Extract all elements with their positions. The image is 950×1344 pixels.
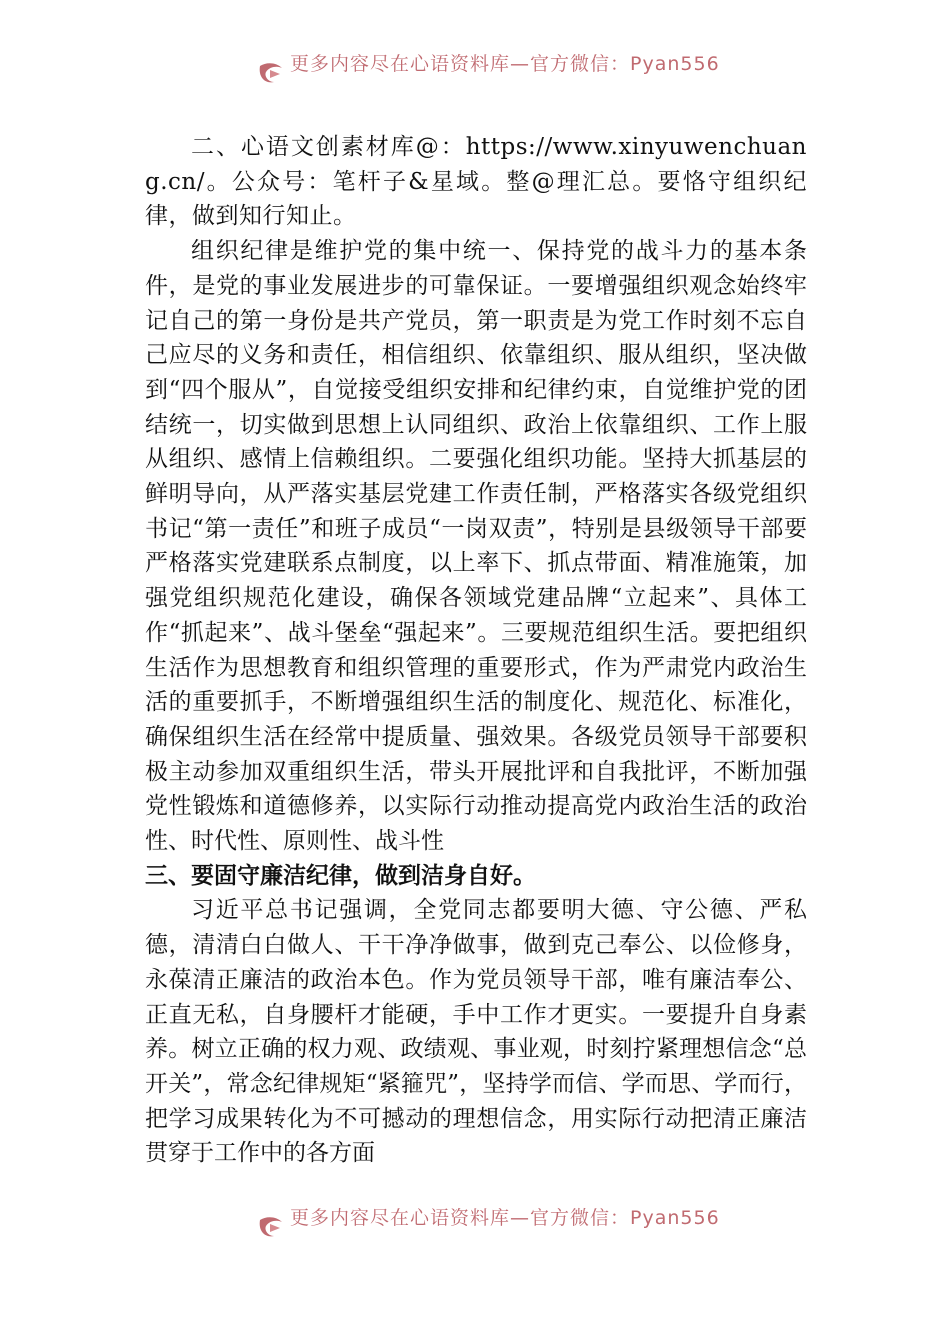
document-body [145,130,807,1171]
section-heading: 三、要固守廉洁纪律，做到洁身自好。 [145,862,536,889]
watermark-text: 更多内容尽在心语资料库—官方微信：Pyan556 [290,53,720,75]
watermark-logo-icon [256,60,286,86]
paragraph-2: 组织纪律是维护党的集中统一、保持党的战斗力的基本条件，是党的事业发展进步的可靠保证。一要增强组织观念始终牢记自己的第一身份是共产党员，第一职责是为党工作时刻不忘自己应尽的义务和责任，相信组织、依靠组织、服从组织，坚决做到“四个服从”，自觉接受组织安排和纪律约束，自觉维护党的团结统一，切实做到思想上认同组织、政治上依靠组织、工作上服从组织、感情上信赖组织。二要强化组织功能。坚持大抓基层的鲜明导向，从严落实基层党建工作责任制，严格落实各级党组织书记“第一责任”和班子成员“一岗双责”，特别是县级领导干部要严格落实党建联系点制度，以上率下、抓点带面、精准施策，加强党组织规范化建设，确保各领域党建品牌“立起来”、具体工作“抓起来”、战斗堡垒“强起来”。三要规范组织生活。要把组织生活作为思想教育和组织管理的重要形式，作为严肃党内政治生活的重要抓手，不断增强组织生活的制度化、规范化、标准化，确保组织生活在经常中提质量、强效果。各级党员领导干部要积极主动参加双重组织生活，带头开展批评和自我批评，不断加强党性锻炼和道德修养，以实际行动推动提高党内政治生活的政治性、时代性、原则性、战斗性 [145,238,807,855]
watermark-text: 更多内容尽在心语资料库—官方微信：Pyan556 [290,1207,720,1229]
footer-watermark [0,1204,950,1244]
paragraph-3: 习近平总书记强调，全党同志都要明大德、守公德、严私德，清清白白做人、干干净净做事，做到克己奉公、以俭修身，永葆清正廉洁的政治本色。作为党员领导干部，唯有廉洁奉公、正直无私，自身腰杆才能硬，手中工作才更实。一要提升自身素养。树立正确的权力观、政绩观、事业观，时刻拧紧理想信念“总开关”，常念纪律规矩“紧箍咒”，坚持学而信、学而思、学而行，把学习成果转化为不可撼动的理想信念，用实际行动把清正廉洁贯穿于工作中的各方面 [145,897,807,1167]
header-watermark [0,50,950,90]
watermark-logo-icon [256,1214,286,1240]
paragraph-1: 二、心语文创素材库@：https://www.xinyuwenchuang.cn/。公众号：笔杆子&星域。整@理汇总。要恪守组织纪律，做到知行知止。 [145,134,807,230]
